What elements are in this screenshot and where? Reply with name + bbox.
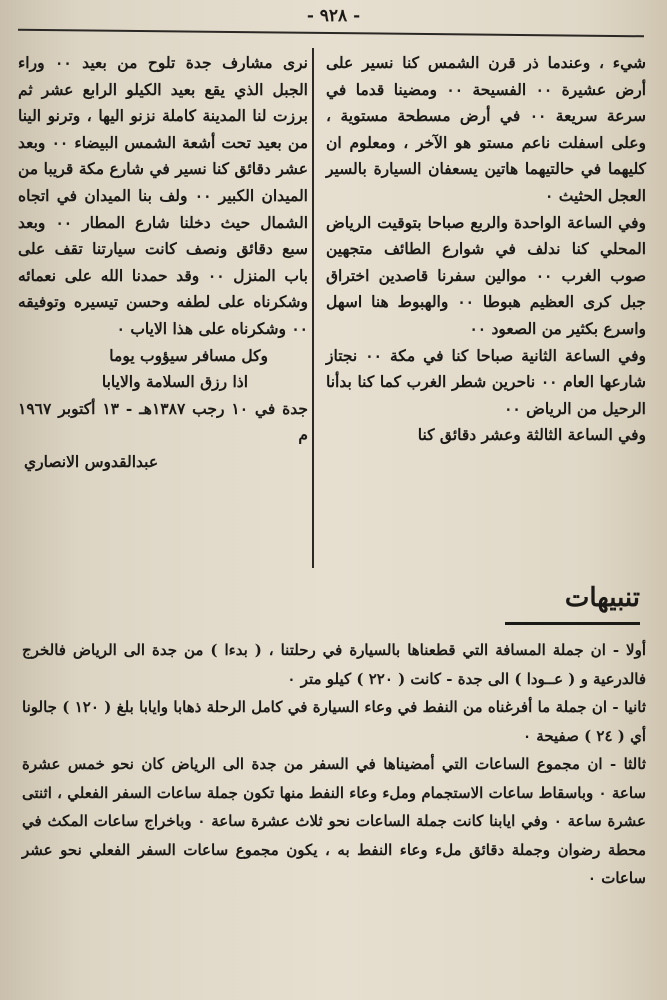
column-divider <box>312 48 314 568</box>
date-line: جدة في ١٠ رجب ١٣٨٧هـ - ١٣ أكتوبر ١٩٦٧ م <box>18 398 308 445</box>
heading-underline <box>505 622 640 625</box>
header-rule <box>18 29 644 38</box>
paragraph: شيء ، وعندما ذر قرن الشمس كنا نسير على أرض عشيرة ٠٠ الفسيحة ٠٠ ومضينا قدما في سرعة سريعة ٠٠ في أرض مسطحة مستوية ، وعلى اسفلت ناعم مستو هو الآخر ، ومعلوم ان كليهما في حالتيهما هاتين يسعفان السيارة بالسير العجل الحثيث ٠ <box>326 53 646 205</box>
paragraph: نرى مشارف جدة تلوح من بعيد ٠٠ وراء الجبل الذي يقع بعيد الكيلو الرابع عشر ثم برزت لنا المدينة كاملة نزنو اليها ، وترنو الينا من بعيد تحت أشعة الشمس البيضاء ٠٠ وبعد عشر دقائق كنا نسير في شارع مكة قريبا من الميدان الكبير ٠٠ ولف بنا الميدان في اتجاه الشمال حيث دخلنا شارع المطار ٠٠ وبعد سبع دقائق ونصف كانت سيارتنا تقف على باب المنزل ٠٠ وقد حمدنا الله على نعمائه وشكرناه على لطفه وحسن تيسيره وتوفيقه ٠٠ وشكرناه على هذا الاياب ٠ <box>18 53 309 338</box>
poem-verse: اذا رزق السلامة والايابا <box>101 372 248 392</box>
paragraph: وفي الساعة الثانية صباحا كنا في مكة ٠٠ نجتاز شارعها العام ٠٠ ناحرين شطر الغرب كما كنا بدأنا الرحيل من الرياض ٠٠ <box>326 345 646 418</box>
left-column <box>18 50 308 476</box>
right-column <box>326 50 646 449</box>
note-item: أولا - ان جملة المسافة التي قطعناها بالسيارة في رحلتنا ، ( بدءا ) من جدة الى الرياض فالخرج فالدرعية و ( عــودا ) الى جدة - كانت ( ٢٢٠ ) كيلو متر ٠ <box>22 641 646 688</box>
closing-block <box>18 343 308 476</box>
page-number: - ٩٢٨ - <box>306 6 361 26</box>
poem-verse: وكل مسافر سيؤوب يوما <box>109 345 268 365</box>
note-item: ثالثا - ان مجموع الساعات التي أمضيناها في السفر من جدة الى الرياض كان نحو خمس عشرة ساعة ٠ وباسقاط ساعات الاستجمام وملء وعاء النفط منها تكون جملة ساعات السفر الفعلي ، اثنتى عشرة ساعة ٠ وفي ايابنا كانت جملة الساعات نحو ثلاث عشرة ساعة ٠ وباخراج ساعات المكث في محطة رضوان وجملة دقائق ملء وعاء النفط به ، يكون مجموع ساعات السفر الفعلي نحو عشر ساعات ٠ <box>22 755 646 887</box>
notes-heading: تنبيهات <box>564 583 640 613</box>
author-signature: عبدالقدوس الانصاري <box>24 451 159 471</box>
paragraph: وفي الساعة الواحدة والربع صباحا بتوقيت الرياض المحلي كنا ندلف في شوارع الطائف متجهين صوب الغرب ٠٠ موالين سفرنا قاصدين اختراق جبل كرى العظيم هبوطا ٠٠ والهبوط هنا اسهل واسرع بكثير من الصعود ٠٠ <box>326 212 646 338</box>
notes-section <box>22 636 646 893</box>
note-item: ثانيا - ان جملة ما أفرغناه من النفط في وعاء السيارة في كامل الرحلة ذهابا وايابا بلغ ( ١٢٠ ) جالونا أي ( ٢٤ ) صفيحة ٠ <box>22 698 646 745</box>
paragraph: وفي الساعة الثالثة وعشر دقائق كنا <box>417 425 646 445</box>
